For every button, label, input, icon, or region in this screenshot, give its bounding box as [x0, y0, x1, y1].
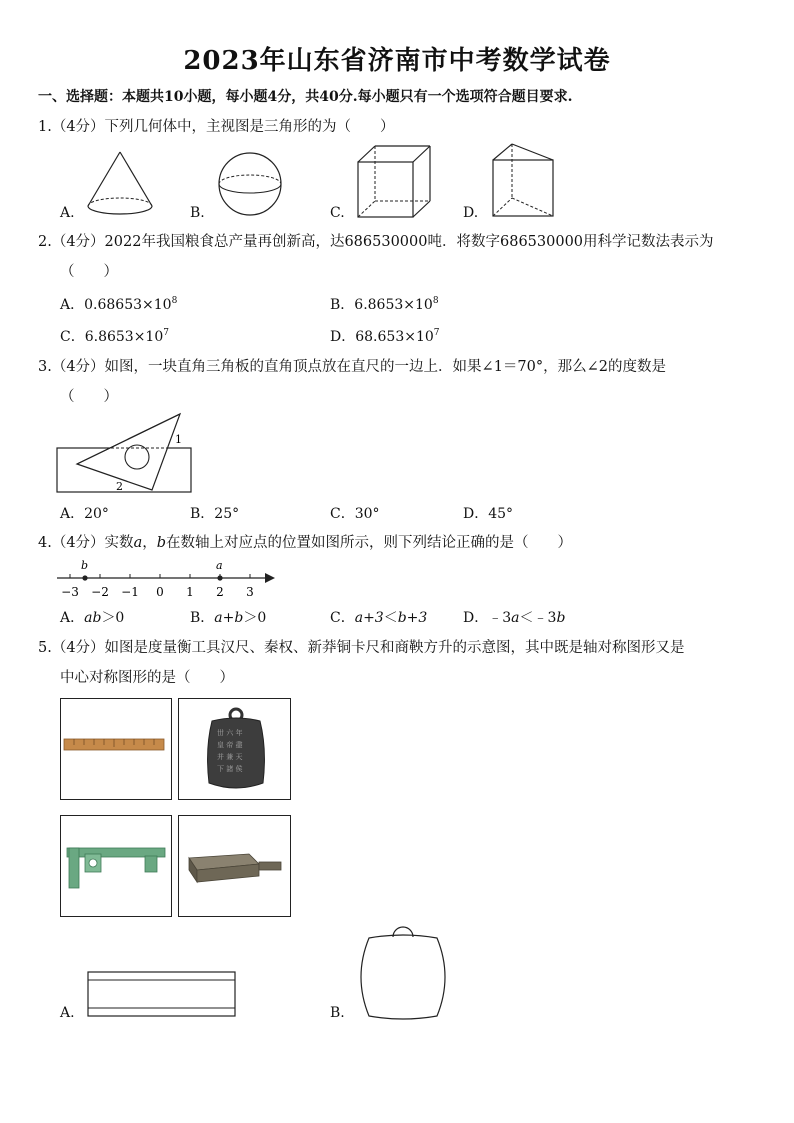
q4-number-line: [55, 556, 280, 600]
q3-angle2-label: 2: [116, 480, 123, 493]
q4-stem: 4.（4分）实数a，b在数轴上对应点的位置如图所示，则下列结论正确的是（ ）: [38, 535, 573, 551]
page-title: 2023年山东省济南市中考数学试卷: [183, 46, 611, 76]
q4-tick-label: −3: [61, 585, 79, 599]
q5-option-b: B.: [330, 1005, 345, 1021]
q5-stem-line2: 中心对称图形的是（ ）: [60, 670, 234, 686]
q1-option-c: C.: [330, 205, 345, 221]
q3-option-a: A．20°: [60, 506, 109, 522]
q1-option-d: D.: [463, 205, 479, 221]
q1-option-b: B.: [190, 205, 205, 221]
q1-stem: 1.（4分）下列几何体中，主视图是三角形的为（ ）: [38, 119, 395, 135]
q1-cube-figure: [355, 142, 435, 222]
q2-option-d: D．$68.653\times 10^7$: [330, 328, 440, 345]
q4-tick-label: 0: [156, 585, 164, 599]
svg-text:丗 六 年: 丗 六 年: [217, 729, 243, 737]
svg-text:并 兼 天: 并 兼 天: [217, 753, 243, 761]
shangyang-sheng-photo: [178, 815, 291, 917]
q1-sphere-figure: [218, 150, 288, 220]
q4-tick-label: −2: [91, 585, 109, 599]
q4-tick-label: 2: [216, 585, 224, 599]
q4-option-c: C．a+3＜b+3: [330, 610, 428, 626]
q3-option-c: C．30°: [330, 506, 380, 522]
q2-option-b: B．$6.8653\times 10^8$: [330, 296, 439, 313]
q4-tick-label: 3: [246, 585, 254, 599]
q1-prism-figure: [490, 140, 560, 222]
q3-stem: 3.（4分）如图，一块直角三角板的直角顶点放在直尺的一边上．如果∠1＝70°，那么∠2的度数是: [38, 359, 667, 375]
q2-stem: 2.（4分）2022年我国粮食总产量再创新高，达686530000吨．将数字686530000用科学记数法表示为: [38, 234, 714, 250]
svg-text:皇 帝 盡: 皇 帝 盡: [217, 741, 243, 749]
q3-ruler-triangle-figure: [55, 410, 200, 498]
q1-option-a: A.: [60, 205, 75, 221]
q4-point-b-label: b: [81, 559, 89, 572]
q4-option-a: A．ab＞0: [60, 610, 125, 626]
q3-paren: （ ）: [60, 389, 118, 405]
q5-option-a-ruler-outline: [86, 970, 238, 1020]
q5-stem-line1: 5.（4分）如图是度量衡工具汉尺、秦权、新莽铜卡尺和商鞅方升的示意图，其中既是轴对称图形又是: [38, 640, 685, 656]
q1-cone-figure: [80, 150, 160, 220]
q4-option-d: D．﹣3a＜﹣3b: [463, 610, 566, 626]
svg-text:下 諸 侯: 下 諸 侯: [217, 765, 243, 773]
q3-option-b: B．25°: [190, 506, 240, 522]
q5-option-b-weight-outline: [355, 922, 453, 1022]
section-heading: 一、选择题：本题共10小题，每小题4分，共40分.每小题只有一个选项符合题目要求.: [38, 89, 573, 105]
q2-option-a: A．$0.68653\times 10^8$: [60, 296, 178, 313]
q3-option-d: D．45°: [463, 506, 514, 522]
q4-tick-label: 1: [186, 585, 194, 599]
qin-weight-photo: [178, 698, 291, 800]
q2-option-c: C．$6.8653\times 10^7$: [60, 328, 169, 345]
q2-paren: （ ）: [60, 264, 118, 280]
han-ruler-photo: [60, 698, 172, 800]
q4-option-b: B．a+b＞0: [190, 610, 267, 626]
q3-angle1-label: 1: [175, 433, 182, 446]
q5-option-a: A.: [60, 1005, 75, 1021]
xinmang-caliper-photo: [60, 815, 172, 917]
q4-tick-label: −1: [121, 585, 139, 599]
q4-point-a-label: a: [216, 559, 223, 572]
